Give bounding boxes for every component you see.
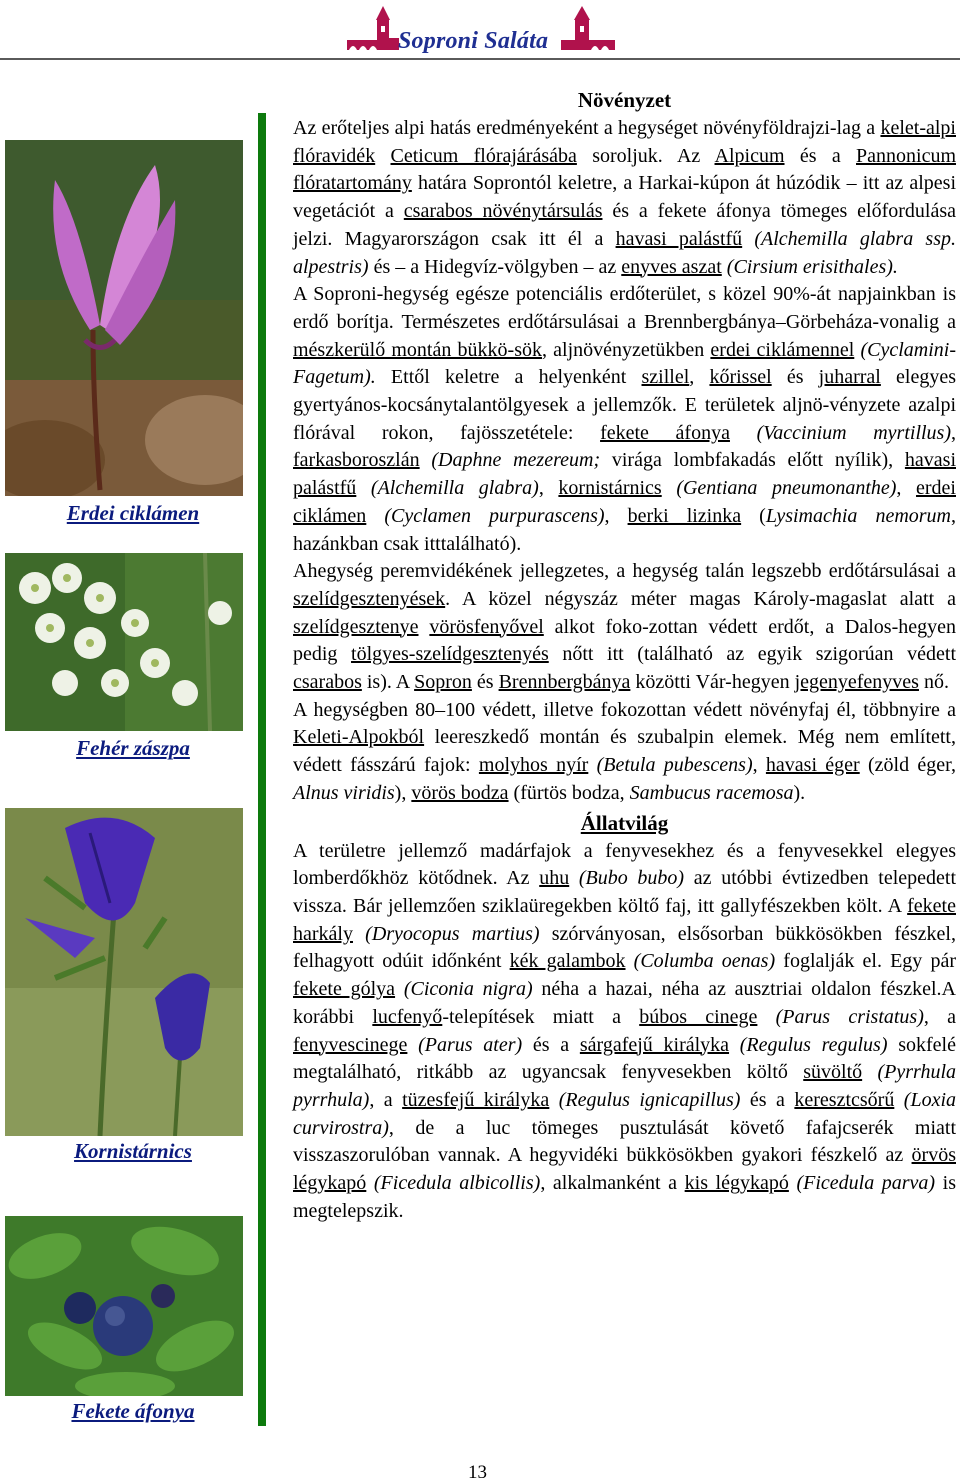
term-link[interactable]: tüzesfejű királyka	[402, 1088, 550, 1111]
text-run: Ettől keletre a helyenként	[375, 366, 642, 389]
term-link[interactable]: tölgyes-szelídgesztenyés	[351, 643, 549, 666]
species-name: (Parus ater)	[407, 1033, 523, 1056]
flora-paragraph-1	[293, 115, 956, 281]
text-run: és	[471, 671, 499, 694]
text-run: alkot foko-zottan védett erdőt, a Dalos-hegyen pedig	[293, 615, 957, 666]
species-name: Sambucus racemosa	[629, 781, 794, 804]
term-link[interactable]: Sopron	[414, 671, 472, 694]
term-link[interactable]: kelet-alpi flóravidék	[293, 117, 956, 167]
term-link[interactable]: Pannonicum flóratartomány	[293, 144, 957, 195]
term-link[interactable]: mészkerülő montán bükkö-sök	[293, 338, 542, 361]
term-link[interactable]: fekete áfonya	[600, 421, 730, 444]
species-name: (Cirsium erisithales).	[721, 255, 898, 278]
species-name: (Ciconia nigra)	[395, 978, 533, 1001]
term-link[interactable]: kék galambok	[509, 950, 626, 973]
term-link[interactable]: enyves aszat	[621, 255, 722, 278]
caption-cyclamen: Erdei ciklámen	[66, 501, 200, 525]
text-run: , a	[369, 1088, 403, 1111]
term-link[interactable]: fenyvescinege	[293, 1033, 408, 1056]
header-title: Soproni Saláta	[398, 28, 549, 54]
text-run: ).	[793, 781, 806, 804]
text-run: ,	[538, 477, 559, 500]
text-run: foglalják el. Egy pár	[775, 950, 956, 973]
article-body	[293, 85, 956, 1225]
text-run: ,	[689, 366, 710, 389]
fauna-paragraph-1	[293, 838, 956, 1226]
text-run	[375, 145, 390, 167]
text-run: elegyes gyertyános-kocsánytalantölgyesek a jellemzők. E területek aljnö-vényzete azalpi flórával rokon, fajösszetétele:	[293, 366, 956, 444]
caption-veratrum: Fehér zászpa	[76, 736, 190, 760]
text-run: ,	[896, 477, 917, 500]
term-link[interactable]: búbos cinege	[639, 1005, 758, 1028]
term-link[interactable]: farkasboroszlán	[293, 449, 420, 472]
text-run: és a	[740, 1088, 795, 1111]
species-name: (Ficedula albicollis)	[366, 1172, 541, 1195]
text-run: soroljuk. Az	[576, 144, 715, 167]
text-run: , alkalmanként a	[540, 1172, 685, 1195]
text-run: (fürtös bodza,	[508, 781, 630, 804]
term-link[interactable]: havasi palástfű	[293, 449, 956, 500]
species-name: (Daphne mezereum;	[419, 449, 601, 472]
species-name: (Betula pubescens)	[588, 754, 753, 777]
flora-paragraph-3	[293, 558, 956, 697]
species-name: (Ficedula parva)	[788, 1172, 936, 1195]
term-link[interactable]: Ceticum flórajárásába	[390, 144, 577, 167]
term-link[interactable]: berki lizinka	[627, 504, 742, 527]
term-link[interactable]: juharral	[818, 366, 881, 389]
term-link[interactable]: molyhos nyír	[478, 754, 589, 777]
heading-fauna: Állatvilág	[580, 810, 669, 835]
text-run: , de a luc tömeges pusztulását követő fafajcserék miatt visszaszorulóban vannak. A hegyvidéki bükkösökben gyakori fészkelő az	[293, 1116, 956, 1167]
term-link[interactable]: uhu	[539, 867, 570, 890]
caption-blueberry: Fekete áfonya	[71, 1399, 195, 1423]
text-run: és – a Hidegvíz-völgyben – az	[368, 255, 622, 278]
term-link[interactable]: süvöltő	[803, 1061, 863, 1084]
term-link[interactable]: erdei ciklámen	[293, 477, 956, 527]
species-name: (Parus cristatus)	[757, 1005, 924, 1028]
text-run: ,	[752, 754, 766, 777]
species-name: (Gentiana pneumonanthe)	[661, 477, 897, 500]
term-link[interactable]: szelídgesztenyések	[293, 587, 446, 610]
species-name: (Dryocopus martius)	[352, 922, 540, 945]
term-link[interactable]: Alpicum	[714, 144, 785, 167]
cyclamen-photo	[5, 140, 243, 496]
text-run: A hegységben 80–100 védett, illetve fokozottan védett növényfaj él, többnyire a	[293, 698, 956, 721]
flora-paragraph-4	[293, 697, 956, 808]
text-run: ,	[951, 421, 956, 444]
species-name: (Columba oenas)	[625, 950, 776, 973]
text-run: közötti Vár-hegyen	[630, 671, 795, 694]
term-link[interactable]: csarabos	[293, 671, 362, 694]
text-run: és a	[784, 144, 857, 167]
species-name: (Alchemilla glabra)	[356, 477, 539, 500]
text-run: és	[771, 366, 819, 389]
term-link[interactable]: havasi palástfű	[615, 227, 743, 250]
header-rule	[0, 58, 960, 60]
species-name: (Pyrrhula pyrrhula)	[293, 1061, 956, 1111]
text-run: Az erőteljes alpi hatás eredményeként a hegységet növényföldrajzi-lag a	[293, 117, 881, 139]
term-link[interactable]: kis légykapó	[684, 1172, 789, 1195]
text-run: néha a hazai, néha az ausztriai oldalon fészkel.A korábbi	[293, 978, 956, 1028]
text-run: , aljnövényzetükben	[541, 338, 711, 361]
term-link[interactable]: csarabos növénytársulás	[403, 200, 603, 223]
term-link[interactable]: vörösfenyővel	[429, 615, 544, 638]
species-name: (Vaccinium myrtillus)	[729, 421, 951, 444]
term-link[interactable]: keresztcsőrű	[794, 1088, 895, 1111]
term-link[interactable]: lucfenyő	[372, 1005, 443, 1028]
green-divider	[258, 113, 266, 1426]
gentian-photo	[5, 808, 243, 1136]
text-run: , a	[923, 1005, 956, 1028]
text-run: (	[741, 504, 766, 527]
veratrum-photo	[5, 553, 243, 731]
species-name: (Loxia curvirostra)	[293, 1088, 957, 1139]
text-run: szórványosan, elsősorban bükkösökben fészkel, felhagyott odúit időnként	[293, 922, 956, 973]
term-link[interactable]: kornistárnics	[558, 477, 662, 500]
term-link[interactable]: Brennbergbánya	[498, 671, 631, 694]
term-link[interactable]: örvös légykapó	[293, 1144, 956, 1195]
species-name: (Alchemilla glabra ssp. alpestris)	[293, 227, 956, 278]
caption-gentian: Kornistárnics	[74, 1139, 192, 1163]
term-link[interactable]: sárgafejű királyka	[579, 1033, 730, 1056]
term-link[interactable]: Keleti-Alpokból	[293, 726, 425, 749]
text-run: leereszkedő montán és szubalpin elemek. Még nem említett, védett fásszárú fajok:	[293, 726, 956, 777]
text-run: is megtelepszik.	[293, 1172, 957, 1222]
text-run	[419, 616, 430, 638]
text-run: és a fekete áfonya tömeges előfordulása jelzi. Magyarországon csak itt él a	[293, 200, 957, 250]
text-run: nőtt itt (található az egyik szigorúan védett	[548, 643, 957, 666]
text-run: (zöld éger,	[859, 754, 956, 777]
text-run: sokfelé megtalálható, ritkább az ugyancsak fenyvesekben költő	[293, 1033, 956, 1084]
page-header	[0, 0, 960, 62]
species-name: (Regulus regulus)	[729, 1033, 888, 1056]
species-name: (Bubo bubo)	[569, 867, 685, 890]
term-link[interactable]: erdei ciklámennel	[710, 338, 855, 361]
text-run: A Soproni-hegység egésze potenciális erdőterület, s közel 90%-át napjainkban is erdő borítja. Természetes erdőtársulásai a Brennbergbánya–Görbeháza-vonalig a	[293, 283, 956, 333]
species-name: (Cyclamini-Fagetum).	[293, 338, 957, 389]
species-name: (Regulus ignicapillus)	[549, 1088, 741, 1111]
text-run: ,	[604, 504, 628, 527]
term-link[interactable]: vörös bodza	[411, 781, 509, 804]
heading-flora: Növényzet	[577, 88, 672, 112]
text-run: virága lombfakadás előtt nyílik),	[600, 449, 905, 472]
text-run: A területre jellemző madárfajok a fenyvesekhez és a fenyvesekkel elegyes lomberdőkhöz kötődnek. Az	[293, 839, 956, 890]
term-link[interactable]: fekete gólya	[293, 978, 396, 1001]
term-link[interactable]: havasi éger	[765, 754, 860, 777]
page-number: 13	[468, 1462, 487, 1483]
species-name: Alnus viridis	[293, 781, 395, 804]
term-link[interactable]: fekete harkály	[293, 894, 956, 945]
text-run: , hazánkban csak itttalálható).	[293, 504, 957, 555]
text-run: és a	[522, 1033, 580, 1056]
text-run: is). A	[361, 671, 415, 694]
text-run: -telepítések miatt a	[442, 1005, 640, 1028]
text-run: ),	[394, 781, 412, 804]
blueberry-photo	[5, 1216, 243, 1396]
species-name: Lysimachia nemorum	[765, 504, 952, 527]
term-link[interactable]: jegenyefenyves	[794, 671, 919, 694]
text-run: Ahegység peremvidékének jellegzetes, a hegység talán legszebb erdőtársulásai a	[293, 560, 956, 583]
species-name: (Cyclamen purpurascens)	[366, 504, 605, 527]
term-link[interactable]: szelídgesztenye	[293, 615, 419, 638]
flora-paragraph-2	[293, 281, 956, 558]
text-run: . A közel négyszáz méter magas Károly-magaslat alatt a	[445, 587, 956, 610]
text-run: határa Soprontól keletre, a Harkai-kúpon át húzódik – itt az alpesi vegetációt a	[293, 172, 956, 223]
term-link[interactable]: kőrissel	[709, 366, 772, 389]
text-run: az utóbbi évtizedben telepedett vissza. Bár jellemzően sziklaüregekben költő faj, itt gallyfészekben költ. A	[293, 867, 956, 917]
text-run: nő.	[918, 671, 949, 694]
term-link[interactable]: szillel	[641, 366, 690, 389]
